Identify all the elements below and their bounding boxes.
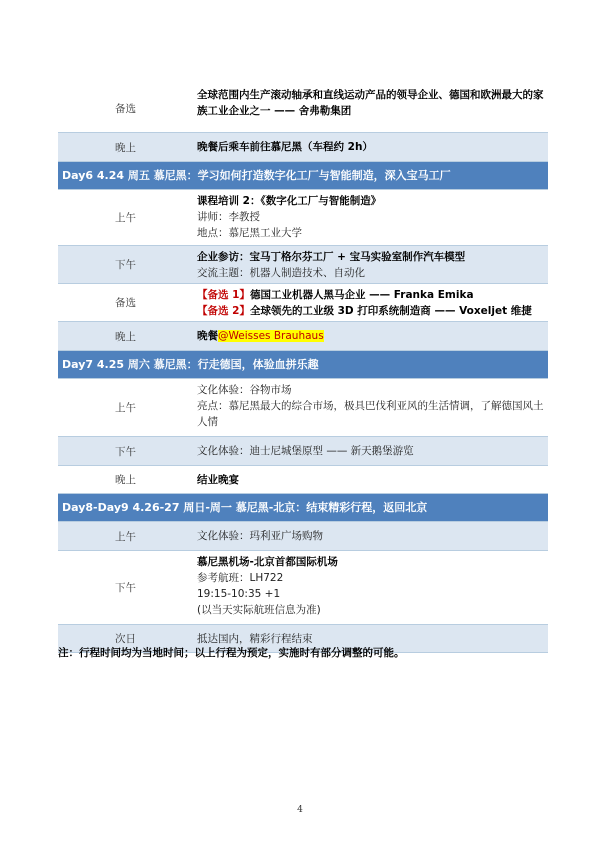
time-cell: 备选: [115, 297, 136, 309]
time-cell: 次日: [115, 633, 136, 645]
content-line: 企业参访：宝马丁格尔芬工厂 + 宝马实验室制作汽车模型: [197, 251, 466, 263]
time-cell: 晚上: [115, 474, 136, 486]
time-cell: 下午: [115, 582, 136, 594]
content-cell: [193, 522, 548, 550]
content-line: 族工业企业之一 —— 舍弗勒集团: [197, 105, 352, 117]
content-line: 人情: [197, 416, 218, 428]
table-row: [58, 84, 548, 133]
option-text: 德国工业机器人黑马企业 —— Franka Emika: [249, 289, 474, 301]
content-line: 讲师：李教授: [197, 211, 260, 223]
table-row: [58, 190, 548, 246]
page-number: 4: [297, 805, 303, 815]
content-cell: [193, 322, 548, 350]
content-line: 文化体验：谷物市场: [197, 384, 292, 396]
table-row: [58, 133, 548, 162]
time-cell: 上午: [115, 212, 136, 224]
option-tag: 【备选 2】: [197, 305, 250, 317]
table-row: [58, 551, 548, 625]
option-tag: 【备选 1】: [197, 289, 250, 301]
content-line: [197, 287, 544, 303]
table-row: [58, 522, 548, 551]
content-line: 地点：慕尼黑工业大学: [197, 227, 302, 239]
content-cell: [193, 246, 548, 283]
content-line: [197, 328, 324, 344]
content-cell: [193, 284, 548, 321]
content-cell: [193, 84, 548, 132]
dinner-label: 晚餐: [197, 330, 218, 342]
footnote: 注：行程时间均为当地时间；以上行程为预定，实施时有部分调整的可能。: [58, 647, 405, 659]
content-line: 慕尼黑机场-北京首都国际机场: [197, 556, 338, 568]
content-cell: [193, 133, 548, 161]
time-cell: 备选: [115, 102, 136, 115]
content-line: 19:15-10:35 +1: [197, 588, 281, 600]
content-cell: [193, 466, 548, 493]
content-line: 交流主题：机器人制造技术、自动化: [197, 267, 365, 279]
content-line: 文化体验：迪士尼城堡原型 —— 新天鹅堡游览: [197, 445, 414, 457]
time-cell: 下午: [115, 445, 136, 458]
content-line: [197, 303, 544, 319]
time-cell: 晚上: [115, 330, 136, 343]
table-row: [58, 246, 548, 284]
content-cell: [193, 379, 548, 436]
content-cell: [193, 190, 548, 245]
itinerary-table: [58, 84, 548, 653]
content-line: 亮点：慕尼黑最大的综合市场，极具巴伐利亚风的生活情调，了解德国风土: [197, 400, 544, 412]
content-line: 抵达国内，精彩行程结束: [197, 632, 313, 645]
content-line: 参考航班：LH722: [197, 572, 284, 584]
table-row: [58, 284, 548, 322]
venue-highlight: @Weisses Brauhaus: [218, 330, 324, 342]
time-cell: 上午: [115, 530, 136, 543]
time-cell: 上午: [115, 402, 136, 414]
day-header-day8-9: Day8-Day9 4.26-27 周日-周一 慕尼黑-北京：结束精彩行程，返回北京: [58, 494, 548, 522]
day-header-day7: Day7 4.25 周六 慕尼黑：行走德国，体验血拼乐趣: [58, 351, 548, 379]
table-row: [58, 466, 548, 494]
content-line: (以当天实际航班信息为准): [197, 604, 321, 616]
content-line: 课程培训 2：《数字化工厂与智能制造》: [197, 195, 382, 207]
content-line: 晚餐后乘车前往慕尼黑（车程约 2h）: [197, 141, 373, 153]
content-cell: [193, 437, 548, 465]
content-line: 文化体验：玛利亚广场购物: [197, 530, 323, 542]
content-line: 结业晚宴: [197, 473, 239, 486]
table-row: [58, 379, 548, 437]
time-cell: 下午: [115, 259, 136, 271]
option-text: 全球领先的工业级 3D 打印系统制造商 —— Voxeljet 维捷: [249, 305, 532, 317]
day-header-day6: Day6 4.24 周五 慕尼黑：学习如何打造数字化工厂与智能制造，深入宝马工厂: [58, 162, 548, 190]
table-row: [58, 437, 548, 466]
time-cell: 晚上: [115, 141, 136, 154]
table-row: [58, 322, 548, 351]
content-line: 全球范围内生产滚动轴承和直线运动产品的领导企业、德国和欧洲最大的家: [197, 89, 544, 101]
content-cell: [193, 551, 548, 624]
